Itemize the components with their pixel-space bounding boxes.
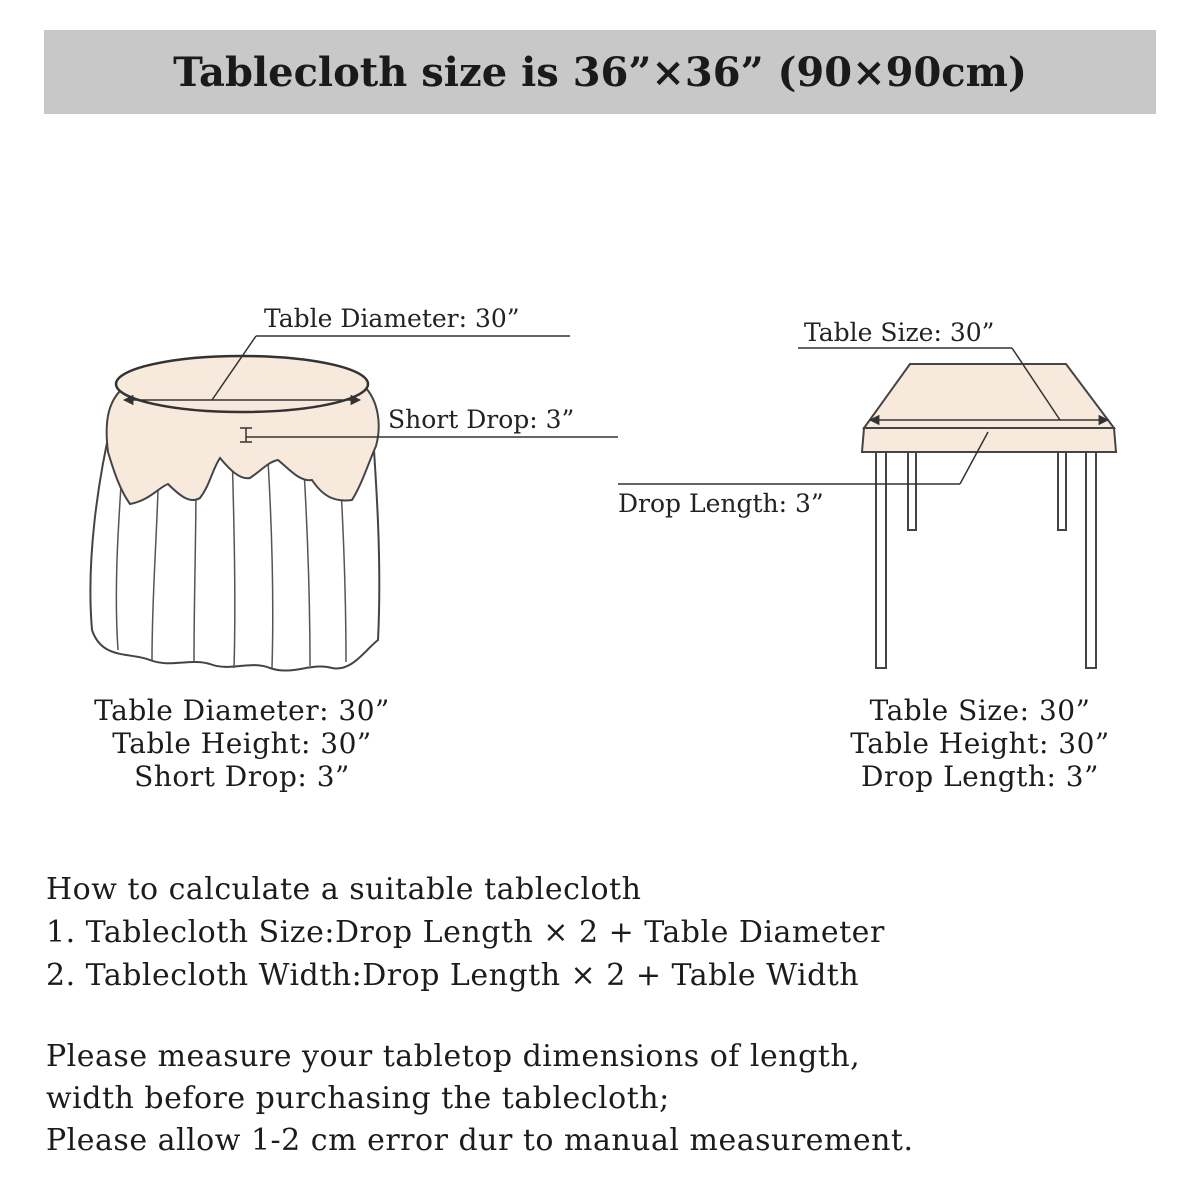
spec-line: Table Size: 30”	[869, 694, 1091, 727]
square-tabletop	[864, 364, 1114, 428]
round-table-top	[116, 356, 368, 412]
howto-section	[46, 868, 885, 997]
banner-title: Tablecloth size is 36”×36” (90×90cm)	[173, 48, 1027, 96]
square-table-specs	[800, 694, 1160, 793]
round-diameter-callout: Table Diameter: 30”	[264, 304, 520, 333]
square-table-illustration	[862, 364, 1116, 668]
table-leg	[1058, 450, 1066, 530]
spec-line: Short Drop: 3”	[134, 760, 350, 793]
spec-line: Drop Length: 3”	[861, 760, 1099, 793]
howto-step: 1. Tablecloth Size:Drop Length × 2 + Table Diameter	[46, 915, 885, 950]
round-short-drop-callout: Short Drop: 3”	[388, 405, 575, 434]
square-drop-cloth	[862, 428, 1116, 452]
note-line: width before purchasing the tablecloth;	[46, 1081, 670, 1116]
table-leg	[908, 450, 916, 530]
note-line: Please measure your tabletop dimensions of length,	[46, 1039, 861, 1074]
note-line: Please allow 1-2 cm error dur to manual measurement.	[46, 1123, 914, 1158]
table-leg	[1086, 450, 1096, 668]
round-table-specs	[60, 694, 424, 793]
spec-line: Table Height: 30”	[850, 727, 1110, 760]
spec-line: Table Height: 30”	[112, 727, 372, 760]
square-drop-length-callout: Drop Length: 3”	[618, 489, 824, 518]
table-leg	[876, 450, 886, 668]
measurement-notes	[46, 1036, 914, 1162]
spec-line: Table Diameter: 30”	[94, 694, 390, 727]
howto-heading: How to calculate a suitable tablecloth	[46, 872, 642, 907]
square-size-callout: Table Size: 30”	[804, 318, 995, 347]
howto-step: 2. Tablecloth Width:Drop Length × 2 + Table Width	[46, 958, 860, 993]
round-table-illustration	[90, 356, 379, 671]
